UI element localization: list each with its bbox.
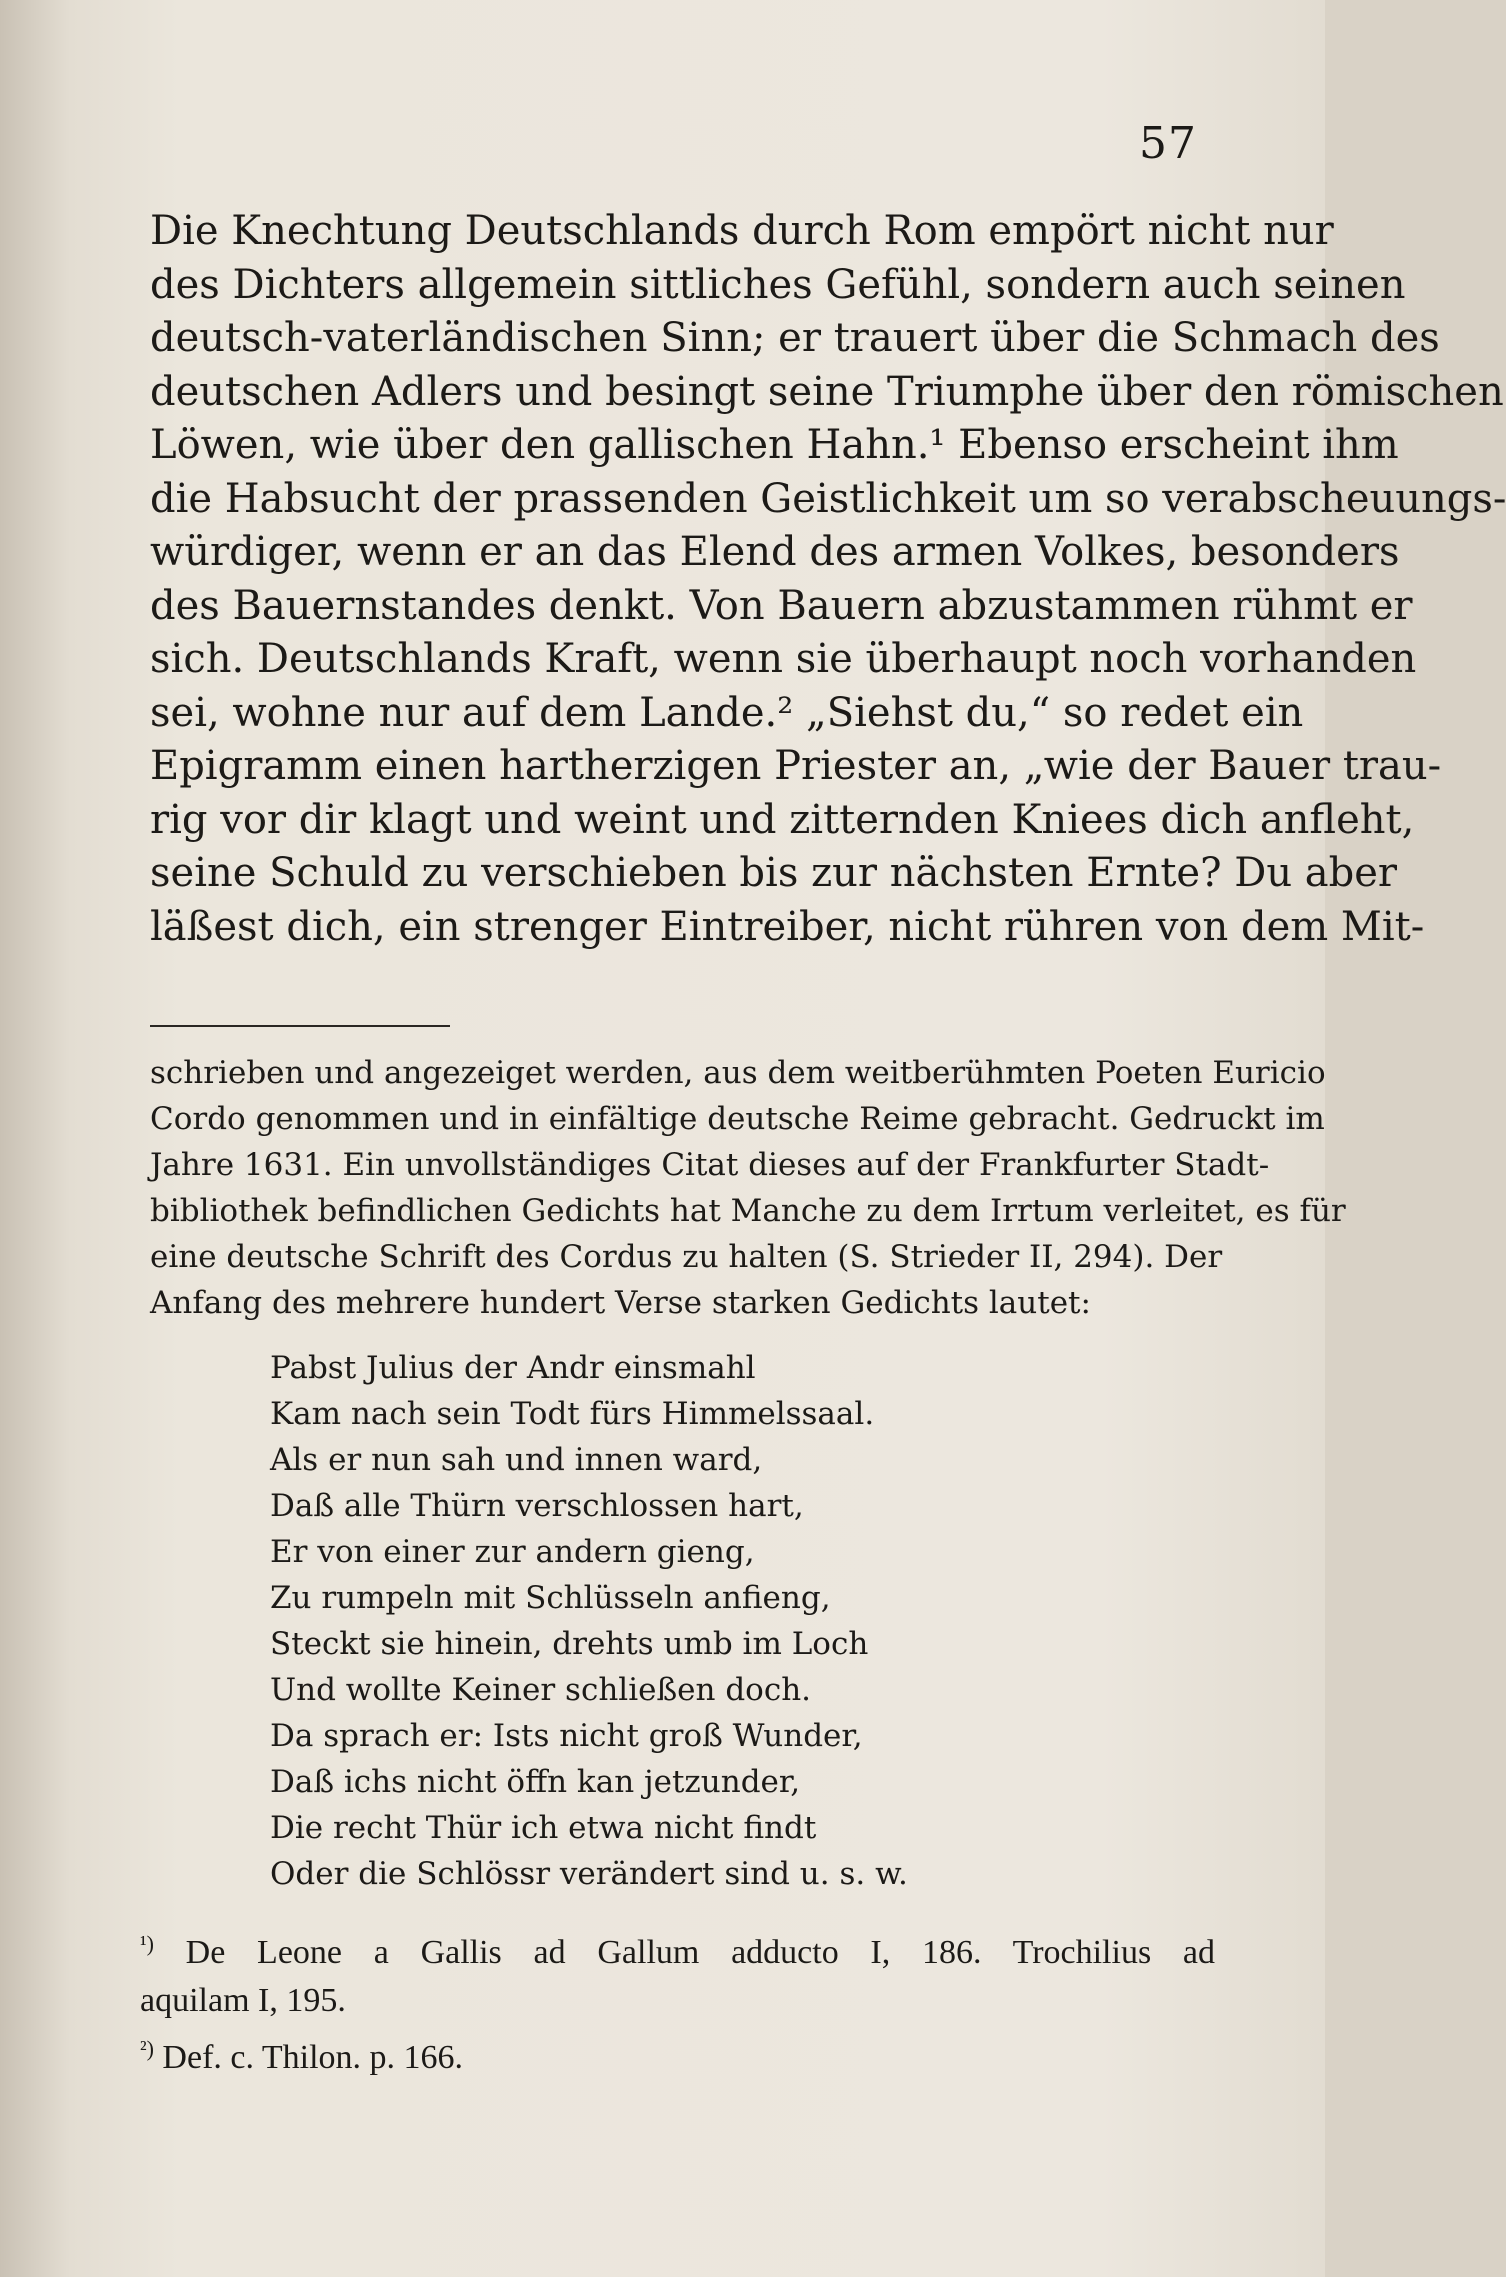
text-line: des Bauernstandes denkt. Von Bauern abzustammen rühmt er — [150, 582, 1413, 629]
poem-line: Zu rumpeln mit Schlüsseln anfieng, — [270, 1580, 831, 1616]
poem-line: Er von einer zur andern gieng, — [270, 1534, 755, 1570]
text-line: die Habsucht der prassenden Geistlichkeit um so verabscheuungs- — [150, 475, 1506, 522]
footnote-1 — [140, 1920, 1215, 2025]
footnotes — [140, 1920, 1215, 2082]
text-line: läßest dich, ein strenger Eintreiber, nicht rühren von dem Mit- — [150, 903, 1425, 950]
text-line: rig vor dir klagt und weint und zitternden Kniees dich anfleht, — [150, 796, 1415, 843]
poem-line: Steckt sie hinein, drehts umb im Loch — [270, 1626, 869, 1662]
text-line: würdiger, wenn er an das Elend des armen Volkes, besonders — [150, 529, 1400, 575]
poem-line: Als er nun sah und innen ward, — [270, 1442, 763, 1478]
poem-line: Oder die Schlössr verändert sind u. s. w. — [270, 1856, 908, 1892]
footnote-line: bibliothek befindlichen Gedichts hat Manche zu dem Irrtum verleitet, es für — [150, 1193, 1346, 1229]
text-line: Epigramm einen hartherzigen Priester an, „wie der Bauer trau- — [150, 743, 1442, 789]
footnote-line: Cordo genommen und in einfältige deutsche Reime gebracht. Gedruckt im — [150, 1101, 1325, 1137]
footnote-2-marker: ²) — [140, 2036, 154, 2061]
footnote-1-line-1 — [140, 1920, 1215, 1977]
footnote-line: schrieben und angezeiget werden, aus dem weitberühmten Poeten Euricio — [150, 1055, 1326, 1091]
footnote-line: Jahre 1631. Ein unvollständiges Citat dieses auf der Frankfurter Stadt- — [150, 1147, 1270, 1183]
text-line: sei, wohne nur auf dem Lande.² „Siehst du,“ so redet ein — [150, 689, 1304, 736]
footnote-1-line-2: aquilam I, 195. — [140, 1982, 346, 2019]
text-line: des Dichters allgemein sittliches Gefühl, sondern auch seinen — [150, 261, 1406, 308]
main-text — [150, 205, 1506, 954]
footnote-1-marker: ¹) — [140, 1931, 154, 1956]
footnote-line: eine deutsche Schrift des Cordus zu halten (S. Strieder II, 294). Der — [150, 1239, 1223, 1275]
footnote-continuation — [150, 1050, 1346, 1326]
text-line: Löwen, wie über den gallischen Hahn.¹ Ebenso erscheint ihm — [150, 422, 1399, 468]
poem-line: Und wollte Keiner schließen doch. — [270, 1672, 812, 1708]
page-number: 57 — [1139, 118, 1197, 169]
footnote-2-text: Def. c. Thilon. p. 166. — [162, 2039, 464, 2076]
poem-line: Pabst Julius der Andr einsmahl — [270, 1350, 756, 1386]
footnote-divider — [150, 1025, 450, 1027]
text-line: deutsch-vaterländischen Sinn; er trauert über die Schmach des — [150, 315, 1440, 361]
poem-line: Daß ichs nicht öffn kan jetzunder, — [270, 1764, 801, 1800]
poem-quotation — [270, 1345, 1170, 1897]
footnote-2 — [140, 2025, 1215, 2082]
poem-line: Da sprach er: Ists nicht groß Wunder, — [270, 1718, 863, 1754]
poem-line: Kam nach sein Todt fürs Himmelssaal. — [270, 1396, 875, 1432]
footnote-1-text: De Leone a Gallis ad Gallum adducto I, 186. Trochilius ad — [185, 1934, 1216, 1971]
text-line: sich. Deutschlands Kraft, wenn sie überhaupt noch vorhanden — [150, 636, 1417, 682]
poem-line: Daß alle Thürn verschlossen hart, — [270, 1488, 804, 1524]
text-line: seine Schuld zu verschieben bis zur nächsten Ernte? Du aber — [150, 850, 1398, 896]
footnote-line: Anfang des mehrere hundert Verse starken Gedichts lautet: — [150, 1285, 1091, 1321]
text-line: Die Knechtung Deutschlands durch Rom empört nicht nur — [150, 208, 1334, 254]
text-line: deutschen Adlers und besingt seine Triumphe über den römischen — [150, 368, 1504, 415]
poem-line: Die recht Thür ich etwa nicht findt — [270, 1810, 817, 1846]
